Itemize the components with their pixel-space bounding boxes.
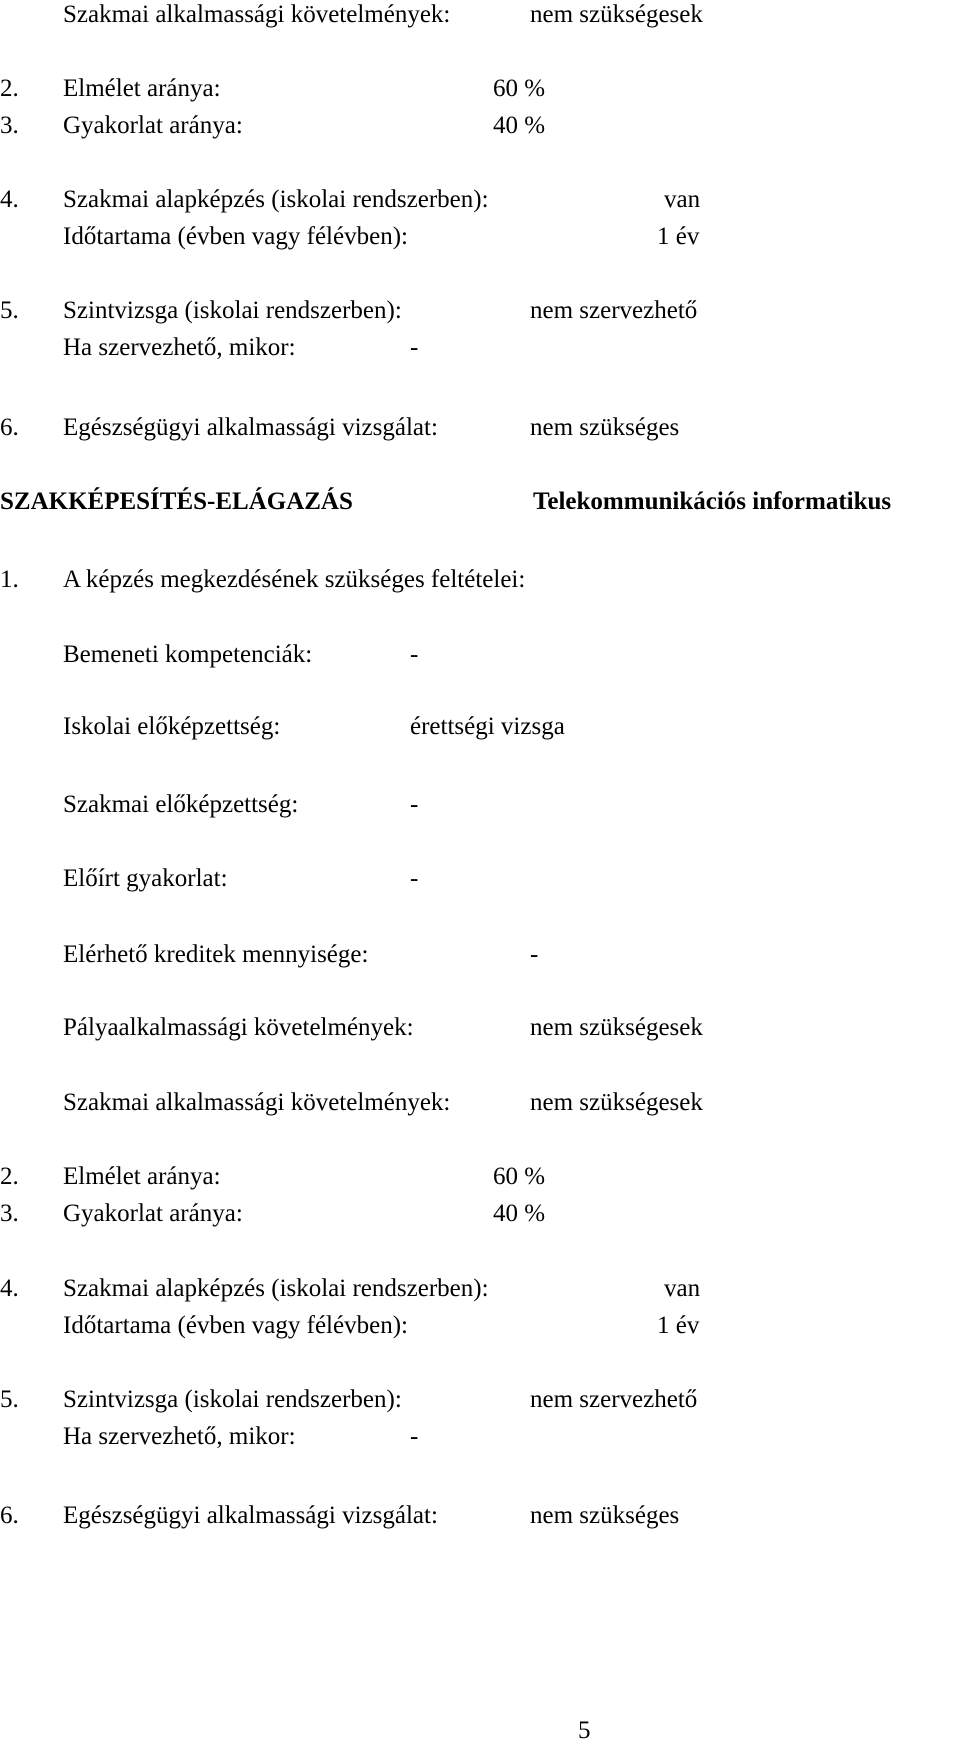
idotartama-value: 1 év <box>657 1312 700 1339</box>
item-number: 4. <box>0 1275 19 1302</box>
szintvizsga-value: nem szervezhető <box>530 1386 698 1413</box>
item-number: 2. <box>0 1163 19 1190</box>
item-number: 5. <box>0 297 19 324</box>
gyakorlat-aranya-value: 40 % <box>493 112 546 139</box>
szakmai-alapkepzes-value: van <box>664 1275 701 1302</box>
szakmai-alapkepzes-value: van <box>664 186 701 213</box>
szintvizsga-label: Szintvizsga (iskolai rendszerben): <box>63 297 402 324</box>
kreditek-value: - <box>530 941 539 968</box>
item-number: 2. <box>0 75 19 102</box>
szintvizsga-label: Szintvizsga (iskolai rendszerben): <box>63 1386 402 1413</box>
eloirt-gyakorlat-label: Előírt gyakorlat: <box>63 865 228 892</box>
idotartama-label: Időtartama (évben vagy félévben): <box>63 1312 408 1339</box>
elmelet-aranya-label: Elmélet aránya: <box>63 1163 221 1190</box>
item-number: 6. <box>0 1502 19 1529</box>
item-number: 5. <box>0 1386 19 1413</box>
szakmai-alapkepzes-label: Szakmai alapképzés (iskolai rendszerben): <box>63 1275 489 1302</box>
ha-szervezheto-label: Ha szervezhető, mikor: <box>63 1423 296 1450</box>
elagazas-name: Telekommunikációs informatikus <box>533 488 892 515</box>
item-number: 4. <box>0 186 19 213</box>
elmelet-aranya-value: 60 % <box>493 1163 546 1190</box>
idotartama-label: Időtartama (évben vagy félévben): <box>63 223 408 250</box>
egeszsegugyi-value: nem szükséges <box>530 1502 680 1529</box>
idotartama-value: 1 év <box>657 223 700 250</box>
ha-szervezheto-value: - <box>410 1423 419 1450</box>
egeszsegugyi-label: Egészségügyi alkalmassági vizsgálat: <box>63 1502 438 1529</box>
elmelet-aranya-value: 60 % <box>493 75 546 102</box>
item-number: 3. <box>0 1200 19 1227</box>
szakmai-alkalmassagi-value: nem szükségesek <box>530 1 703 28</box>
szakmai-alkalmassagi-label: Szakmai alkalmassági követelmények: <box>63 1089 451 1116</box>
page-number: 5 <box>578 1717 591 1744</box>
ha-szervezheto-label: Ha szervezhető, mikor: <box>63 334 296 361</box>
szakkepesites-elagazas-heading: SZAKKÉPESÍTÉS-ELÁGAZÁS <box>0 488 353 515</box>
szakmai-alkalmassagi-value: nem szükségesek <box>530 1089 703 1116</box>
eloirt-gyakorlat-value: - <box>410 865 419 892</box>
iskolai-elokepzettseg-value: érettségi vizsga <box>410 713 565 740</box>
bemeneti-kompetenciak-label: Bemeneti kompetenciák: <box>63 641 313 668</box>
egeszsegugyi-label: Egészségügyi alkalmassági vizsgálat: <box>63 414 438 441</box>
item-number: 3. <box>0 112 19 139</box>
item-number: 6. <box>0 414 19 441</box>
palyaalkalmassagi-label: Pályaalkalmassági követelmények: <box>63 1014 414 1041</box>
gyakorlat-aranya-label: Gyakorlat aránya: <box>63 1200 243 1227</box>
szakmai-alkalmassagi-label: Szakmai alkalmassági követelmények: <box>63 1 451 28</box>
szintvizsga-value: nem szervezhető <box>530 297 698 324</box>
gyakorlat-aranya-label: Gyakorlat aránya: <box>63 112 243 139</box>
bemeneti-kompetenciak-value: - <box>410 641 419 668</box>
szakmai-elokepzettseg-label: Szakmai előképzettség: <box>63 791 299 818</box>
szakmai-elokepzettseg-value: - <box>410 791 419 818</box>
kepzes-feltetelei-label: A képzés megkezdésének szükséges feltételei: <box>63 566 526 593</box>
ha-szervezheto-value: - <box>410 334 419 361</box>
egeszsegugyi-value: nem szükséges <box>530 414 680 441</box>
iskolai-elokepzettseg-label: Iskolai előképzettség: <box>63 713 281 740</box>
item-number: 1. <box>0 566 19 593</box>
gyakorlat-aranya-value: 40 % <box>493 1200 546 1227</box>
palyaalkalmassagi-value: nem szükségesek <box>530 1014 703 1041</box>
szakmai-alapkepzes-label: Szakmai alapképzés (iskolai rendszerben): <box>63 186 489 213</box>
elmelet-aranya-label: Elmélet aránya: <box>63 75 221 102</box>
kreditek-label: Elérhető kreditek mennyisége: <box>63 941 369 968</box>
